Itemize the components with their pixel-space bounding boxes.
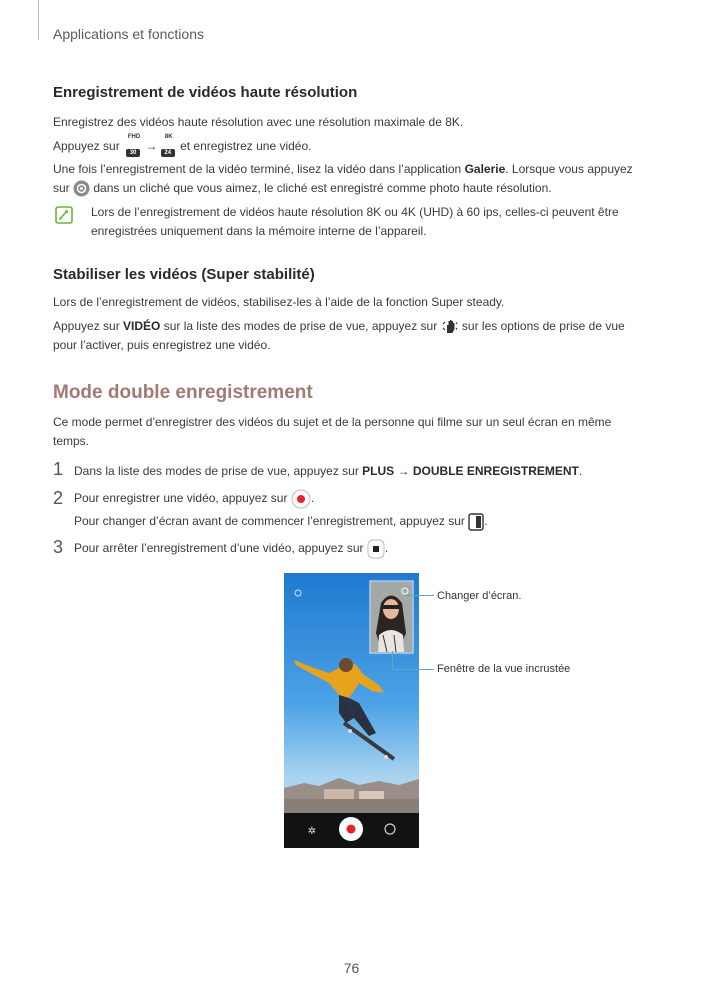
- intro-line: temps.: [53, 434, 90, 448]
- note-line: enregistrées uniquement dans la mémoire interne de l’appareil.: [91, 224, 427, 238]
- stop-button-icon: [367, 539, 385, 559]
- note-line: Lors de l’enregistrement de vidéos haute résolution 8K ou 4K (UHD) à 60 ips, celles-ci peuvent être: [91, 205, 619, 219]
- text: .: [578, 464, 583, 478]
- mode-dual-recording: DOUBLE ENREGISTREMENT: [412, 464, 579, 478]
- text: . Lorsque vous appuyez: [505, 162, 633, 176]
- text: .: [384, 541, 389, 556]
- text: Pour changer d’écran avant de commencer l’enregistrement, appuyez sur: [74, 514, 465, 528]
- callout-line: [405, 595, 434, 596]
- callout-switch-screen: Changer d’écran.: [437, 590, 522, 602]
- text: dans un cliché que vous aimez, le cliché est enregistré comme photo haute résolution.: [93, 181, 552, 195]
- fhd-30-icon: [126, 134, 142, 160]
- step-number: 2: [53, 488, 64, 508]
- note-text: [91, 203, 651, 241]
- text: Une fois l’enregistrement de la vidéo terminé, lisez la vidéo dans l’application: [53, 162, 462, 176]
- section-title-high-res: Enregistrement de vidéos haute résolution: [53, 84, 358, 101]
- video-mode-name: VIDÉO: [123, 319, 161, 333]
- record-button-icon: [291, 489, 311, 509]
- text: .: [484, 514, 488, 528]
- badge-label-top: 8K: [164, 134, 173, 140]
- pip-window: [370, 581, 413, 653]
- text: Appuyez sur: [53, 319, 120, 333]
- step-number: 3: [53, 537, 64, 557]
- switch-screen-icon: [468, 513, 484, 531]
- section-title-super-steady: Stabiliser les vidéos (Super stabilité): [53, 266, 315, 283]
- page-number: 76: [343, 960, 360, 976]
- svg-text:✲: ✲: [307, 826, 317, 837]
- super-steady-hand-icon: [441, 318, 459, 335]
- margin-rule: [38, 0, 39, 40]
- text: .: [310, 491, 315, 506]
- badge-label-bottom: 30: [126, 149, 140, 157]
- super-steady-instruction: [53, 317, 653, 355]
- super-steady-intro: Lors de l’enregistrement de vidéos, stabilisez-les à l’aide de la fonction Super steady.: [53, 295, 505, 309]
- high-res-intro: Enregistrez des vidéos haute résolution avec une résolution maximale de 8K.: [53, 115, 464, 129]
- text: sur la liste des modes de prise de vue, appuyez sur: [163, 319, 438, 333]
- callout-line: [392, 669, 434, 670]
- step-1-text: [74, 462, 582, 481]
- step-number: 1: [53, 459, 64, 479]
- callout-line: [392, 651, 393, 670]
- mode-plus: PLUS: [362, 464, 395, 478]
- text: Dans la liste des modes de prise de vue, appuyez sur: [74, 464, 359, 478]
- arrow-text: →: [397, 464, 410, 478]
- phone-screenshot: [284, 573, 419, 848]
- 8k-24-icon: [161, 134, 177, 160]
- gallery-app-name: Galerie: [464, 162, 506, 176]
- text: sur les options de prise de vue: [461, 319, 625, 333]
- text-enregistrez: et enregistrez une vidéo.: [180, 139, 312, 154]
- capture-photo-icon: [73, 180, 90, 197]
- text: Pour arrêter l’enregistrement d’une vidéo, appuyez sur: [74, 541, 364, 556]
- badge-label-bottom: 24: [161, 149, 175, 157]
- step-2-switch-text: [74, 512, 488, 531]
- section-title-dual-recording: Mode double enregistrement: [53, 382, 313, 403]
- arrow-text: →: [145, 139, 158, 154]
- text-appuyez: Appuyez sur: [53, 139, 120, 154]
- page-header: Applications et fonctions: [53, 26, 204, 42]
- note-icon: [55, 206, 73, 229]
- intro-line: Ce mode permet d’enregistrer des vidéos du sujet et de la personne qui filme sur un seul écran en même: [53, 415, 612, 429]
- text: pour l’activer, puis enregistrez une vidéo.: [53, 338, 271, 352]
- text: sur: [53, 181, 70, 195]
- callout-pip-window: Fenêtre de la vue incrustée: [437, 663, 571, 675]
- text: Pour enregistrer une vidéo, appuyez sur: [74, 491, 288, 506]
- high-res-gallery-paragraph: [53, 160, 653, 198]
- step-2-text: [74, 489, 314, 509]
- step-3-text: [74, 539, 388, 559]
- dual-recording-intro: [53, 413, 653, 451]
- high-res-instruction: [53, 134, 312, 156]
- badge-label-top: FHD: [127, 134, 141, 140]
